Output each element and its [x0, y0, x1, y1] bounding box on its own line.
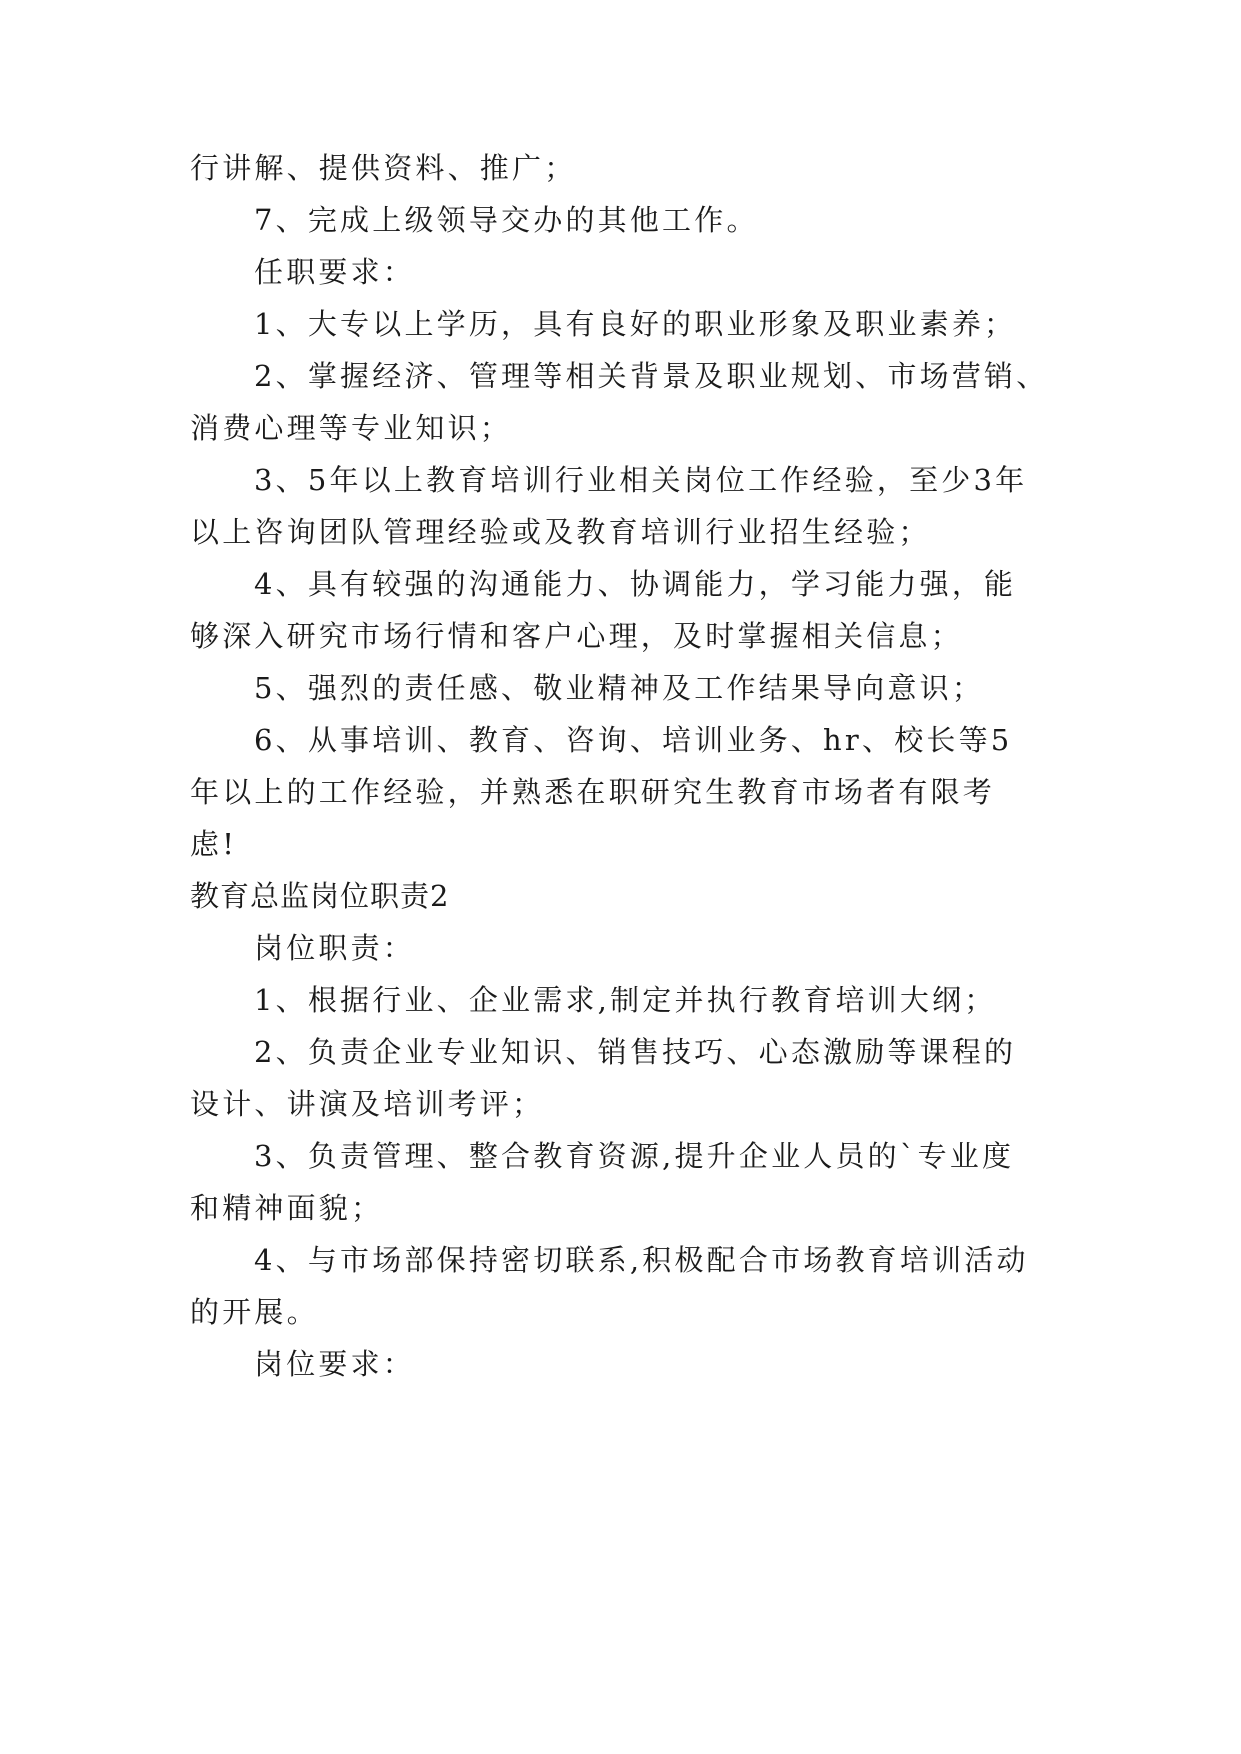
- section-label: 岗位职责：: [254, 931, 416, 965]
- text-line: 1、根据行业、企业需求,制定并执行教育培训大纲；: [254, 983, 997, 1017]
- text-line: 3、负责管理、整合教育资源,提升企业人员的`专业度: [254, 1139, 1015, 1173]
- text-line: 1、大专以上学历，具有良好的职业形象及职业素养；: [254, 307, 1017, 341]
- section-label: 岗位要求：: [254, 1347, 416, 1381]
- section-heading: 教育总监岗位职责2: [190, 879, 450, 913]
- text-line: 2、负责企业专业知识、销售技巧、心态激励等课程的: [254, 1035, 1017, 1069]
- text-line: 虑!: [190, 827, 238, 861]
- text-line: 消费心理等专业知识；: [190, 411, 513, 445]
- text-line: 5、强烈的责任感、敬业精神及工作结果导向意识；: [254, 671, 985, 705]
- text-line: 4、与市场部保持密切联系,积极配合市场教育培训活动: [254, 1243, 1029, 1277]
- text-line: 以上咨询团队管理经验或及教育培训行业招生经验；: [190, 515, 931, 549]
- text-line: 6、从事培训、教育、咨询、培训业务、hr、校长等5: [254, 723, 1013, 757]
- text-line: 够深入研究市场行情和客户心理，及时掌握相关信息；: [190, 619, 963, 653]
- text-line: 和精神面貌；: [190, 1191, 384, 1225]
- section-label: 任职要求：: [254, 255, 416, 289]
- text-line: 4、具有较强的沟通能力、协调能力，学习能力强，能: [254, 567, 1017, 601]
- text-line: 设计、讲演及培训考评；: [190, 1087, 545, 1121]
- text-line: 3、5年以上教育培训行业相关岗位工作经验，至少3年: [254, 463, 1028, 497]
- text-line: 年以上的工作经验，并熟悉在职研究生教育市场者有限考: [190, 775, 996, 809]
- text-line: 2、掌握经济、管理等相关背景及职业规划、市场营销、: [254, 359, 1049, 393]
- text-line: 7、完成上级领导交办的其他工作。: [254, 203, 759, 237]
- text-line: 行讲解、提供资料、推广；: [190, 151, 577, 185]
- text-line: 的开展。: [190, 1295, 319, 1329]
